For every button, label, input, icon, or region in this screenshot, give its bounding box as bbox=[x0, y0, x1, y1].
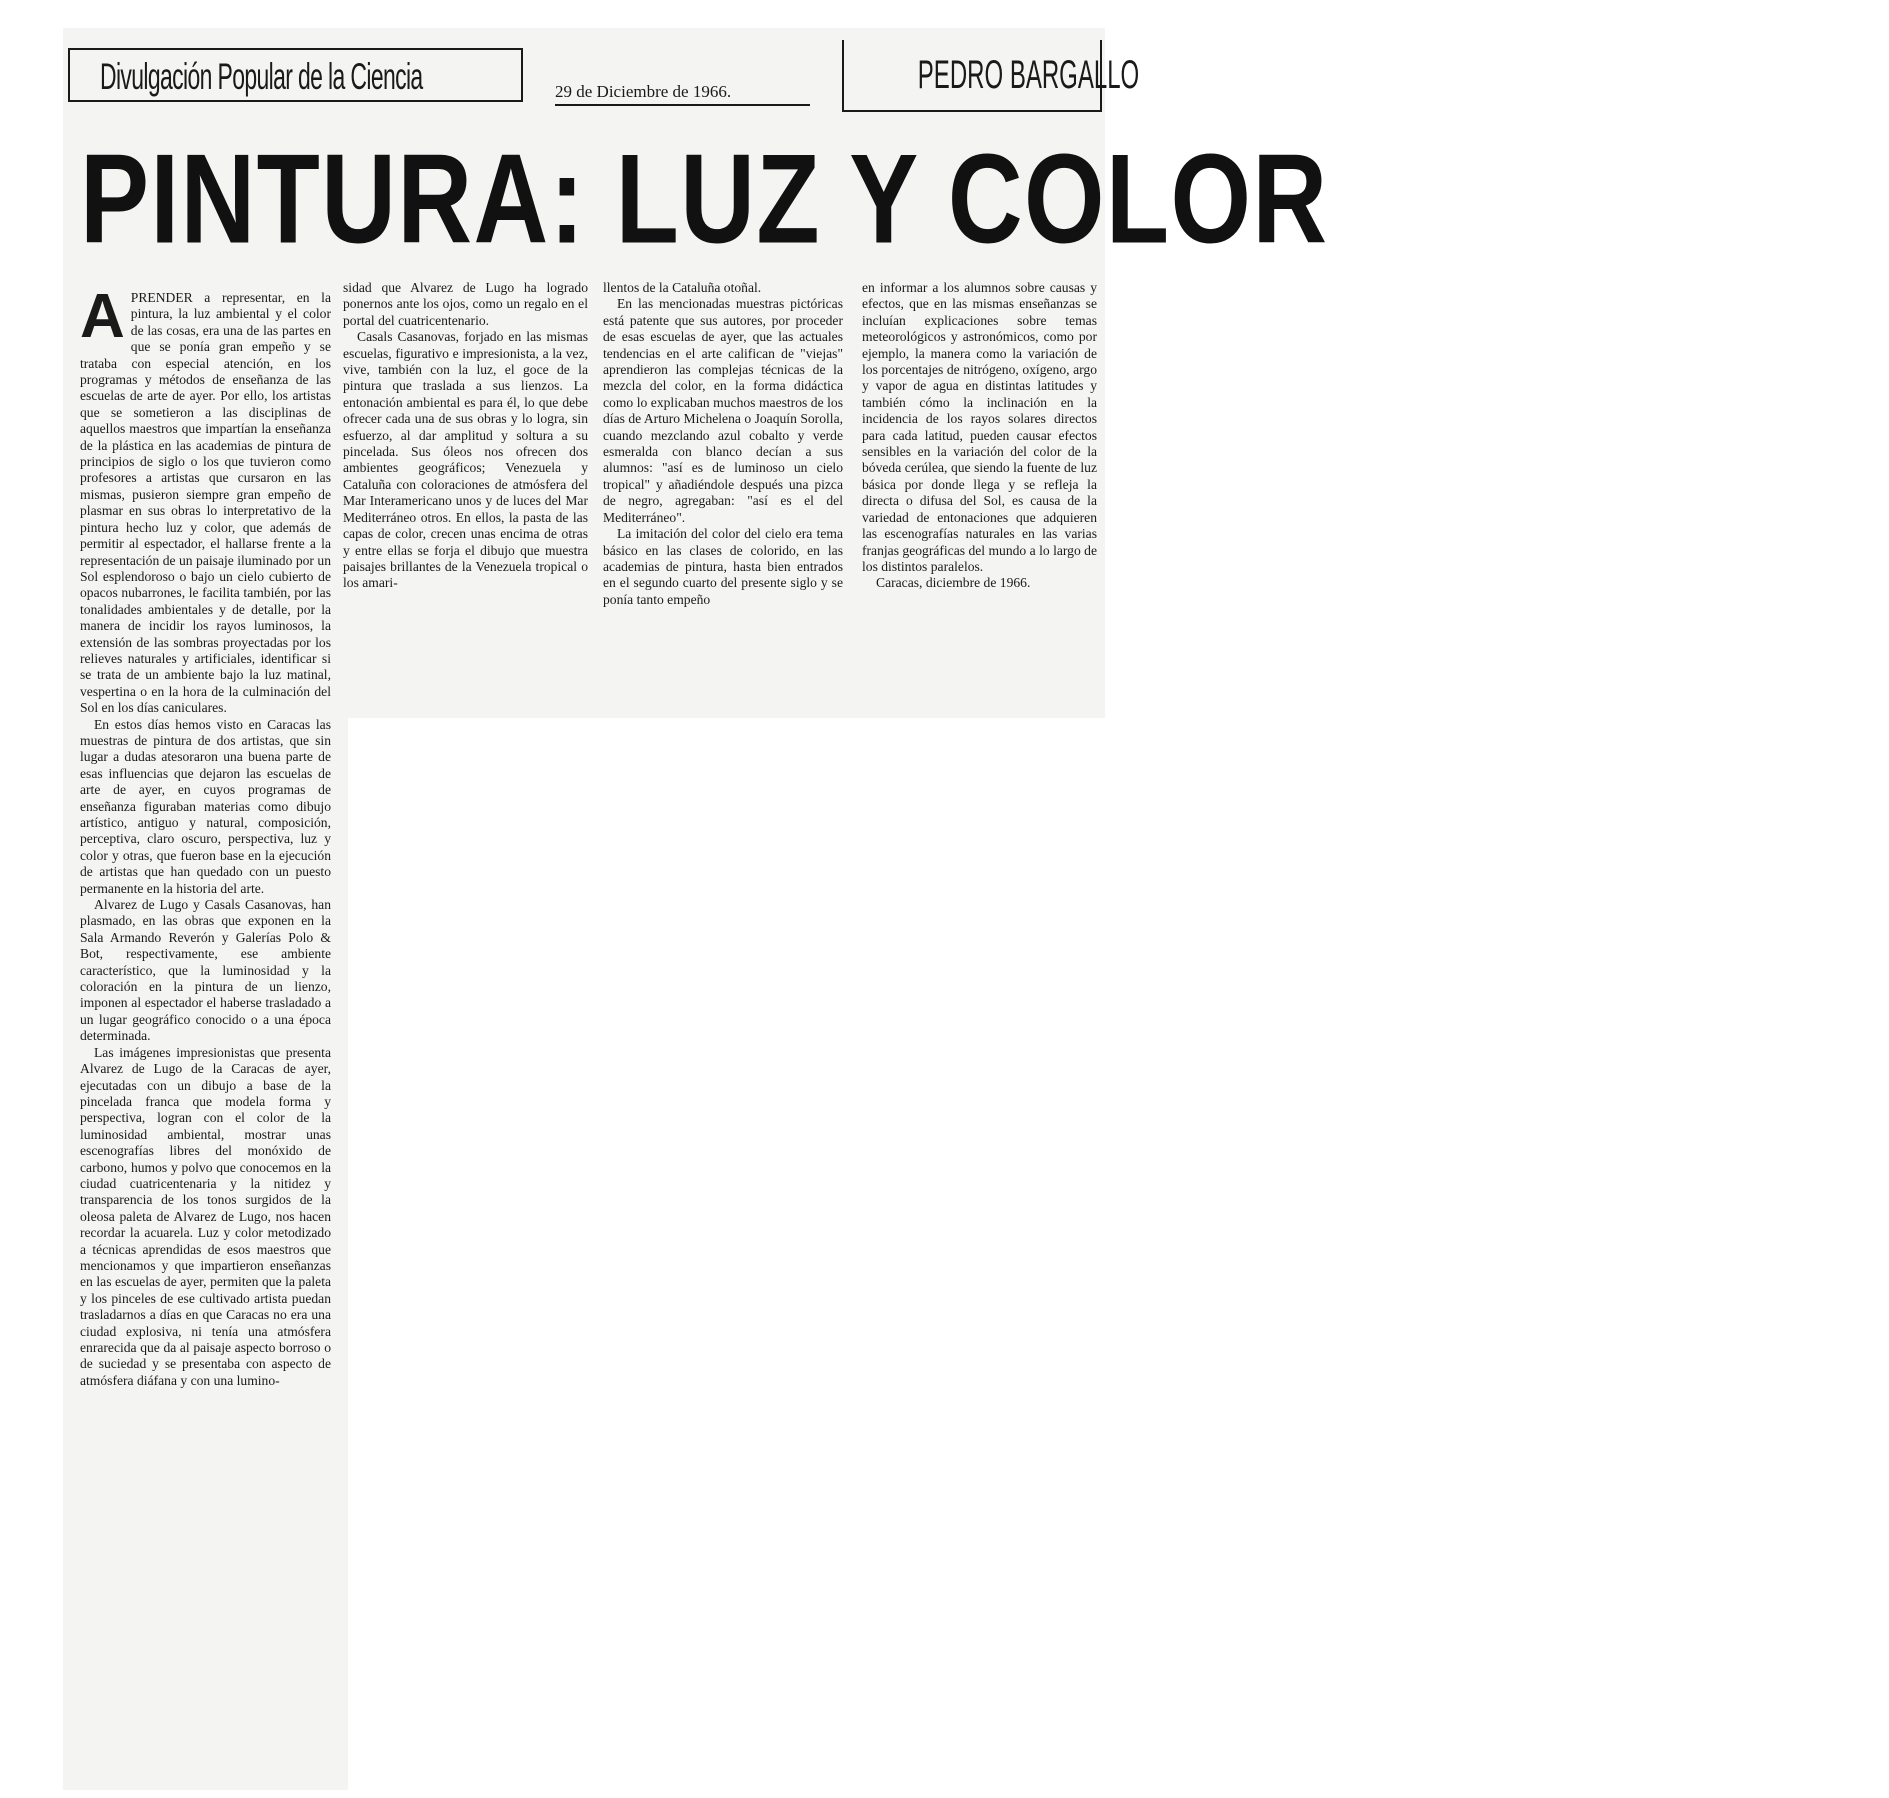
paragraph: Las imágenes impresionistas que presenta Alvarez de Lugo de la Caracas de ayer, ejecutadas con un dibujo a base de la pincelada franca que modela forma y perspectiva, logran con el color de la luminosidad ambiental, mostrar unas escenografías libres del monóxido de carbono, humos y polvo que conocemos en la ciudad cuatricentenaria y la nitidez y transparencia de los tonos surgidos de la oleosa paleta de Alvarez de Lugo, nos hacen recordar la acuarela. Luz y color metodizado a técnicas aprendidas de esos maestros que mencionamos y que impartieron enseñanzas en las escuelas de ayer, permiten que la paleta y los pinceles de ese cultivado artista puedan trasladarnos a días en que Caracas no era una ciudad explosiva, ni tenía una atmósfera enrarecida que da al paisaje aspecto borroso o de suciedad y se presentaba con aspecto de atmósfera diáfana y con una lumino- bbox=[80, 1044, 331, 1388]
article-column-2 bbox=[343, 280, 588, 690]
paragraph bbox=[80, 282, 331, 717]
article-column-4 bbox=[862, 280, 1097, 690]
paragraph: Casals Casanovas, forjado en las mismas escuelas, figurativo e impresionista, a la vez, vive, también con la luz, el goce de la pintura que traslada a sus lienzos. La entonación ambiental es para él, lo que debe ofrecer cada una de sus obras y lo logra, sin esfuerzo, al dar amplitud y soltura a su pincelada. Sus óleos nos ofrecen dos ambientes geográficos; Venezuela y Cataluña con coloraciones de atmósfera del Mar Interamericano unos y de luces del Mar Mediterráneo otros. En ellos, la pasta de las capas de color, crecen unas encima de otras y entre ellas se forja el dibujo que muestra paisajes brillantes de la Venezuela tropical o los amari- bbox=[343, 329, 588, 591]
paragraph: En las mencionadas muestras pictóricas está patente que sus autores, por proceder de esas escuelas de ayer, que las actuales tendencias en el arte califican de "viejas" aprendieron las complejas técnicas de la mezcla del color, en la forma didáctica como lo explicaban muchos maestros de los días de Arturo Michelena o Joaquín Sorolla, cuando mezclando azul cobalto y verde esmeralda con blanco decían a sus alumnos: "así es de luminoso un cielo tropical" y añadiéndole después una pizca de negro, agregaban: "así es el del Mediterráneo". bbox=[603, 296, 843, 525]
author-name: PEDRO BARGALLO bbox=[917, 53, 1140, 97]
dateline-signature: Caracas, diciembre de 1966. bbox=[876, 575, 1031, 591]
paragraph: sidad que Alvarez de Lugo ha logrado ponernos ante los ojos, como un regalo en el portal del cuatricentenario. bbox=[343, 280, 588, 328]
headline bbox=[80, 126, 1329, 270]
article-column-3 bbox=[603, 280, 843, 690]
article-column-1 bbox=[80, 282, 331, 1786]
headline-text: PINTURA: LUZ Y COLOR bbox=[80, 126, 1329, 270]
author-box bbox=[842, 40, 1140, 112]
drop-cap: A bbox=[80, 282, 125, 351]
paragraph: En estos días hemos visto en Caracas las muestras de pintura de dos artistas, que sin lugar a dudas atesoraron una buena parte de esas influencias que dejaron las escuelas de arte de ayer, en cuyos programas de enseñanza figuraban materias como dibujo artístico, antiguo y natural, composición, perceptiva, claro oscuro, perspectiva, luz y color y otras, que fueron base en la ejecución de artistas que han quedado con un puesto permanente en la historia del arte. bbox=[80, 716, 331, 896]
paragraph: Alvarez de Lugo y Casals Casanovas, han plasmado, en las obras que exponen en la Sala Armando Reverón y Galerías Polo & Bot, respectivamente, ese ambiente característico, que la luminosidad y la coloración en la pintura de un lienzo, imponen al espectador el haberse trasladado a un lugar geográfico conocido o a una época determinada. bbox=[80, 897, 331, 1044]
section-title: Divulgación Popular de la Ciencia bbox=[100, 56, 423, 97]
paragraph: La imitación del color del cielo era tema básico en las clases de colorido, en las academias de pintura, hasta bien entrados en el segundo cuarto del presente siglo y se ponía tanto empeño bbox=[603, 526, 843, 607]
section-header-box bbox=[68, 48, 523, 102]
paragraph: llentos de la Cataluña otoñal. bbox=[603, 280, 762, 295]
paragraph-text: PRENDER a representar, en la pintura, la luz ambiental y el color de las cosas, era una de las partes en que se ponía gran empeño y se trataba con especial atención, en los programas y métodos de enseñanza de las escuelas de arte de ayer. Por ello, los artistas que se sometieron a las disciplinas de aquellos maestros que impartían la enseñanza de la plástica en las academias de pintura de principios de siglo o los que tuvieron como profesores a artistas que cursaron en las mismas, pusieron siempre gran empeño de plasmar en sus obras lo interpretativo de la pintura hecho luz y color, que además de permitir al espectador, el hallarse frente a la representación de un paisaje iluminado por un Sol esplendoroso o bajo un cielo cubierto de opacos nubarrones, le facilita también, por las tonalidades ambientales y de detalle, por la manera de incidir los rayos luminosos, la extensión de las sombras proyectadas por los relieves naturales y artificiales, identificar si se trata de un ambiente bajo la luz matinal, vespertina o en la hora de la culminación del Sol en los días caniculares. bbox=[80, 290, 331, 716]
paragraph: en informar a los alumnos sobre causas y efectos, que en las mismas enseñanzas se incluían explicaciones sobre temas meteorológicos y astronómicos, como por ejemplo, la manera como la variación de los porcentajes de nitrógeno, oxígeno, argo y vapor de agua en distintas latitudes y también cómo la inclinación en la incidencia de los rayos solares directos para cada latitud, pueden causar efectos sensibles en la variación del color de la bóveda cerúlea, que siendo la fuente de luz básica por donde llega y se refleja la directa o difusa del Sol, es causa de la variedad de entonaciones que adquieren las escenografías naturales en las varias franjas geográficas del mundo a lo largo de los distintos paralelos. bbox=[862, 280, 1097, 574]
publication-date: 29 de Diciembre de 1966. bbox=[555, 82, 810, 106]
